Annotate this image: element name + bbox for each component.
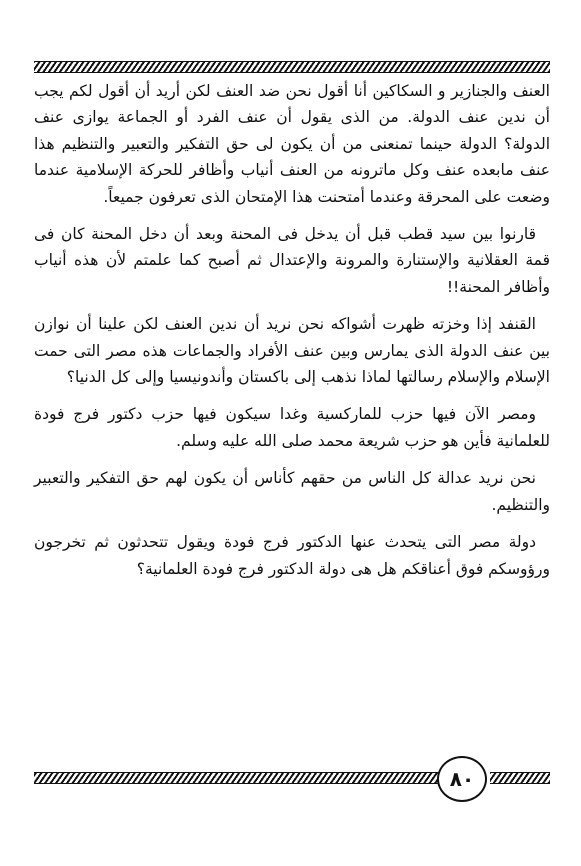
paragraph: القنفد إذا وخزته ظهرت أشواكه نحن نريد أن ندين العنف لكن علينا أن نوازن بين عنف الدولة الذى يمارس وبين عنف الأفراد والجماعات هذه مصر التى حمت الإسلام والإسلام رسالتها لماذا نذهب إلى باكستان وأندونيسيا وإلى كل الدنيا؟ (34, 315, 550, 387)
bottom-decorative-rule (34, 772, 442, 784)
paragraph: قارنوا بين سيد قطب قبل أن يدخل فى المحنة وبعد أن دخل المحنة كان فى قمة العقلانية والإستنارة والمرونة والإعتدال ثم أصبح كما علمتم لأن هذه أنياب وأظافر المحنة!! (34, 225, 550, 296)
page-number: ٨٠ (437, 756, 487, 802)
paragraph: ومصر الآن فيها حزب للماركسية وغدا سيكون فيها حزب دكتور فرج فودة للعلمانية فأين هو حزب شريعة محمد صلى الله عليه وسلم. (34, 405, 550, 450)
paragraph: العنف والجنازير و السكاكين أنا أقول نحن ضد العنف لكن أريد أن أقول لكم يجب أن ندين عنف الدولة. من الذى يقول أن عنف الفرد أو الجماعة يوازى عنف الدولة؟ الدولة حينما تمنعنى من أن يكون لى حق التفكير والتعبير والتنظيم هذا عنف مابعده عنف وكل ماترونه من العنف أنياب وأظافر للحركة الإسلامية عندما وضعت على المحرقة وعندما أمتحنت هذا الإمتحان الذى تعرفون جميعاً. (34, 82, 550, 206)
page-body-text (34, 78, 550, 593)
bottom-decorative-rule-right (490, 772, 550, 784)
paragraph: دولة مصر التى يتحدث عنها الدكتور فرج فودة ويقول تتحدثون ثم تخرجون ورؤوسكم فوق أعناقكم هل هى دولة الدكتور فرج فودة العلمانية؟ (34, 533, 550, 578)
top-decorative-rule (34, 61, 550, 73)
paragraph: نحن نريد عدالة كل الناس من حقهم كأناس أن يكون لهم حق التفكير والتعبير والتنظيم. (34, 469, 550, 514)
